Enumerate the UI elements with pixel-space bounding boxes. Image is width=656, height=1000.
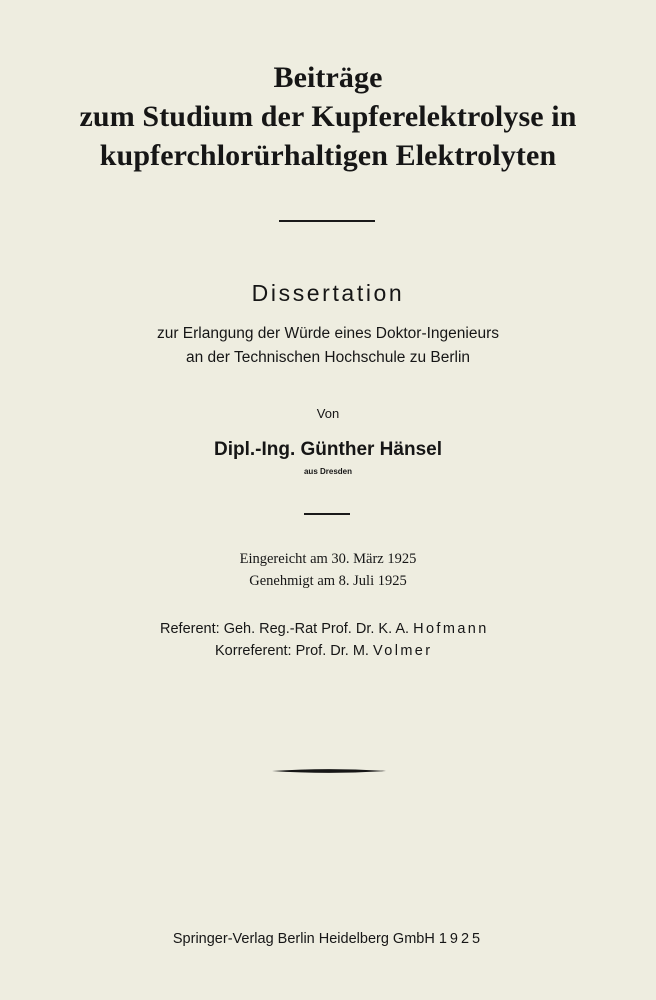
author-name: Dipl.-Ing. Günther Hänsel [213,439,442,460]
referent-name: Hofmann [413,621,489,637]
book-title [20,58,636,175]
publisher-name: Springer-Verlag Berlin Heidelberg GmbH [172,931,435,947]
purpose-line-2: an der Technischen Hochschule zu Berlin [185,349,471,366]
korreferent-title: Prof. Dr. M. [295,643,369,659]
purpose-line-1: zur Erlangung der Würde eines Doktor-Ingenieurs [156,325,500,342]
referent-title: Geh. Reg.-Rat Prof. Dr. K. A. [223,621,410,637]
ornamental-rule [272,766,386,776]
submission-dates [20,548,636,592]
by-label: Von [316,406,340,421]
document-type: Dissertation [251,280,405,306]
referent-label: Referent: [160,621,220,637]
imprint [20,929,636,949]
dissertation-purpose [20,322,636,370]
approved-date: Genehmigt am 8. Juli 1925 [249,573,407,589]
title-line-3: kupferchlorürhaltigen Elektrolyten [99,139,557,172]
publication-year: 1925 [438,931,484,947]
korreferent-name: Volmer [372,643,433,659]
author-origin: aus Dresden [303,467,353,476]
title-divider [279,220,375,222]
author-divider [304,513,350,515]
title-line-2: zum Studium der Kupferelektrolyse in [79,100,577,133]
korreferent-label: Korreferent: [215,643,292,659]
korreferent-row [160,640,489,662]
title-line-1: Beiträge [273,61,383,94]
referent-row [160,618,489,640]
referees-block [160,618,489,662]
submitted-date: Eingereicht am 30. März 1925 [239,551,417,567]
